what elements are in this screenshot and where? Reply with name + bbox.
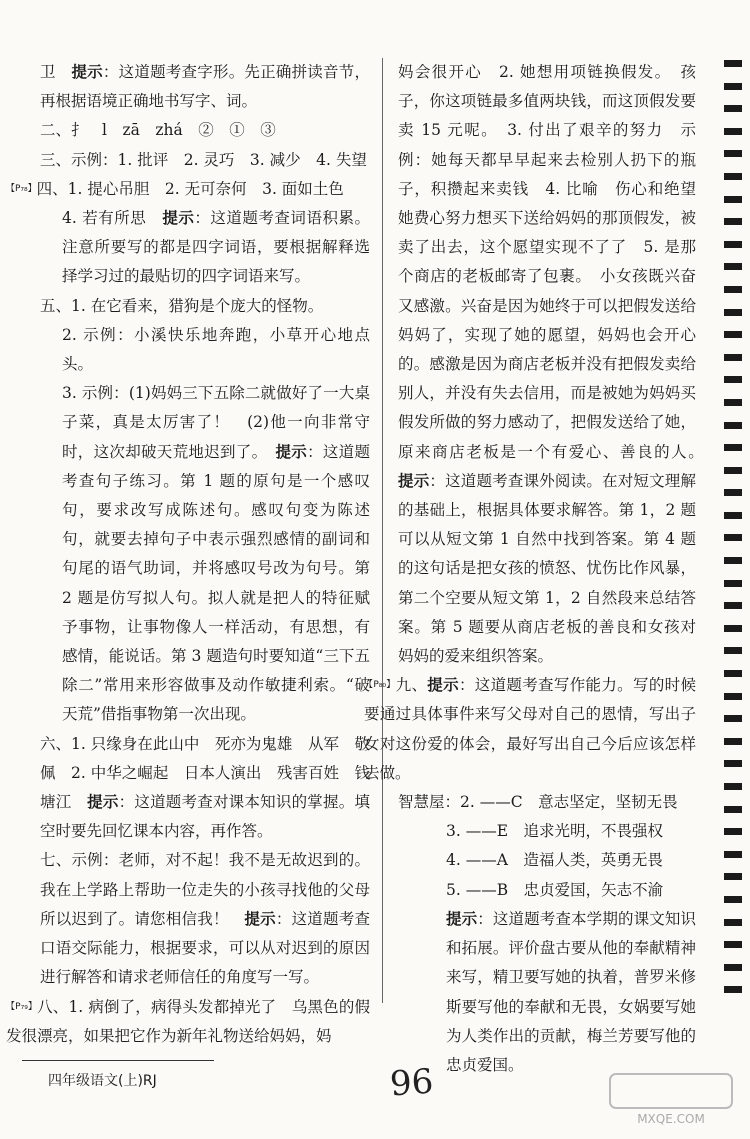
para-r0: 妈会很开心 2. 她想用项链换假发。 孩子，你这项链最多值两块钱，而这顶假发要卖 15 元呢。 3. 付出了艰辛的努力 示例：她每天都早早起来去检别人扔下的瓶子，积攒起来卖钱 4. 比喻 伤心和绝望 她费心努力想买下送给妈妈的那顶假发，被卖了出去，这个愿望实现不了了 5. 是那个商店的老板邮寄了包裹。 小女孩既兴奋又感激。兴奋是因为她终于可以把假发送给妈妈了，实现了她的愿望，妈妈也会开心的。感激是因为商店老板并没有把假发卖给别人，并没有失去信用，而是被她为妈妈买假发所做的努力感动了，把假发送给了她，原来商店老板是一个有爱心、善良的人。 提示：这道题考查课外阅读。在对短文理解的基础上，根据具体要求解答。第 1，2 题可以从短文第 1 自然中找到答案。第 4 题的这句话是把女孩的愤怒、忧伤比作风暴，第二个空要从短文第 1，2 自然段来总结答案。第 5 题要从商店老板的善良和女孩对妈妈的爱来组织答案。 [398, 63, 712, 666]
para-2: 三、示例：1. 批评 2. 灵巧 3. 减少 4. 失望 [40, 150, 367, 169]
footer-rule [22, 1060, 214, 1061]
para-8: 六、1. 只缘身在此山中 死亦为鬼雄 从军 敬佩 2. 中华之崛起 日本人演出 残害百姓 钱塘江 提示：这道题考查对课本知识的掌握。填空时要先回忆课本内容，再作答。 [40, 734, 370, 841]
para-3: 【P₇₈】四、1. 提心吊胆 2. 无可奈何 3. 面如土色 [6, 179, 344, 198]
watermark-logo [606, 1070, 736, 1130]
footer-label: 四年级语文(上)RJ [48, 1073, 157, 1089]
para-4: 4. 若有所思 提示：这道题考查词语积累。注意所要写的都是四字词语，要根据解释选择学习过的最贴切的四字词语来写。 [62, 209, 370, 286]
para-7: 3. 示例：(1)妈妈三下五除二就做好了一大桌子菜，真是太厉害了！ (2)他一向非常守时，这次却破天荒地迟到了。 提示：这道题考查句子练习。第 1 题的原句是一个感叹句，要求改写成陈述句。感叹句变为陈述句，就要去掉句子中表示强烈感情的副词和句尾的语气助词，并将感叹号改为句号。第 2 题是仿写拟人句。拟人就是把人的特征赋予事物，让事物像人一样活动，有思想，有感情，能说话。第 3 题造句时要知道“三下五除二”常用来形容做事及动作敏捷利索。“破天荒”借指事物第一次出现。 [62, 384, 370, 724]
para-5: 五、1. 在它看来，猎狗是个庞大的怪物。 [40, 296, 324, 315]
para-9: 七、示例：老师，对不起！我不是无故迟到的。我在上学路上帮助一位走失的小孩寻找他的父母所以迟到了。请您相信我！ 提示：这道题考查口语交际能力，根据要求，可以从对迟到的原因进行解答和请求老师信任的角度写一写。 [40, 851, 370, 987]
para-10: 【P₇₉】八、1. 病倒了，病得头发都掉光了 乌黑色的假发很漂亮，如果把它作为新年礼物送给妈妈，妈 [6, 997, 370, 1045]
para-6: 2. 示例：小溪快乐地奔跑，小草开心地点头。 [62, 325, 370, 374]
para-r3: 3. ——E 追求光明，不畏强权 [446, 822, 664, 841]
para-r4: 4. ——A 造福人类，英勇无畏 [446, 851, 663, 870]
margin-marks [722, 60, 748, 1035]
para-r2: 智慧屋：2. ——C 意志坚定，坚韧无畏 [398, 793, 678, 812]
column-divider [382, 58, 383, 1003]
watermark-text: MXQE.COM [637, 1112, 705, 1126]
para-0: 卫 提示：这道题考查字形。先正确拼读音节，再根据语境正确地书写字、词。 [40, 63, 370, 111]
right-column [364, 58, 712, 1080]
para-r5: 5. ——B 忠贞爱国，矢志不渝 [446, 880, 664, 899]
para-r1: 【P₈₀】九、提示：这道题考查写作能力。写的时候要通过具体事件来写父母对自己的恩情，写出子女对这份爱的体会，最好写出自己今后应该怎样去做。 [364, 676, 696, 782]
handwritten-page-number: 96 [388, 1061, 435, 1105]
left-column [6, 58, 370, 1051]
para-1: 二、扌 l zā zhá ② ① ③ [40, 121, 276, 140]
para-r6: 提示：这道题考查本学期的课文知识和拓展。评价盘古要从他的奉献精神来写，精卫要写她的执着，普罗米修斯要写他的奉献和无畏，女娲要写她为人类作出的贡献，梅兰芳要写他的忠贞爱国。 [446, 909, 696, 1074]
